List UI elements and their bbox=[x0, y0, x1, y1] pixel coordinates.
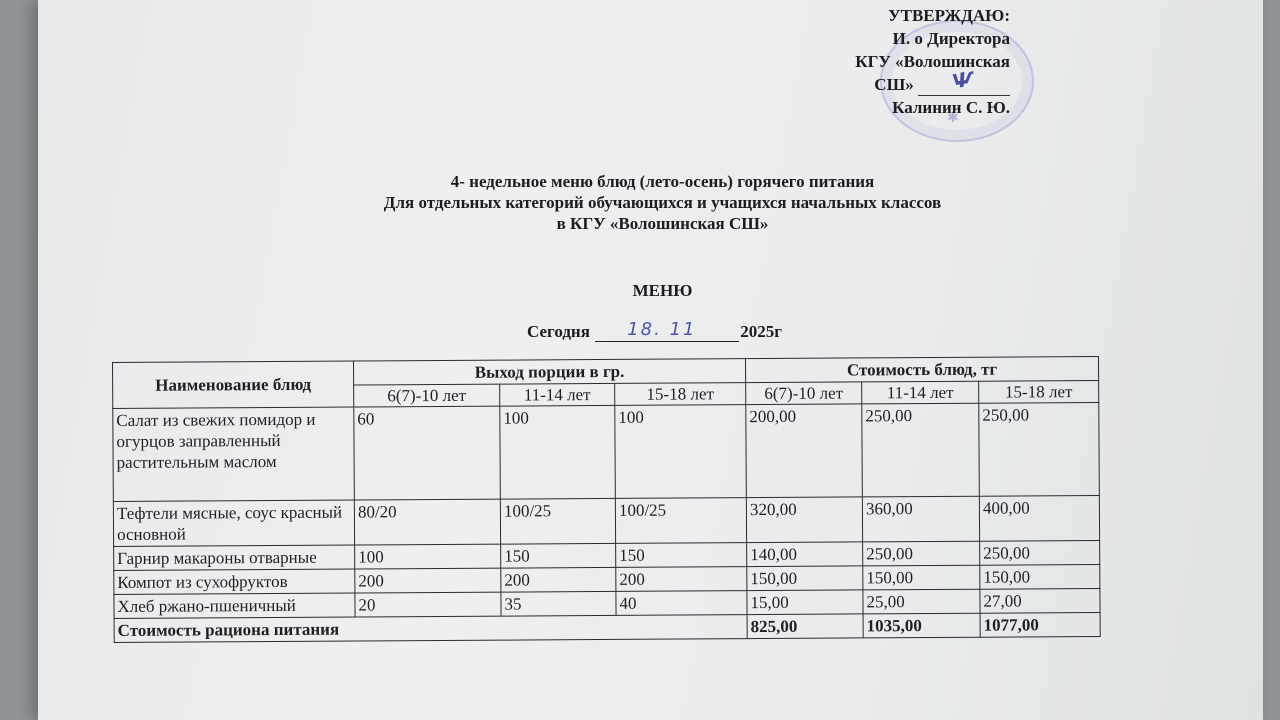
menu-title: МЕНЮ bbox=[632, 281, 693, 300]
table-row bbox=[113, 495, 1099, 546]
age-group-cell: 6(7)-10 лет bbox=[354, 384, 500, 407]
total-label-cell: Стоимость рациона питания bbox=[114, 615, 747, 643]
value-cell: 360,00 bbox=[862, 496, 979, 542]
menu-table bbox=[112, 356, 1101, 643]
dish-name-cell: Гарнир макароны отварные bbox=[114, 545, 355, 570]
table-row bbox=[113, 402, 1100, 501]
value-cell: 400,00 bbox=[979, 495, 1099, 541]
age-group-cell: 15-18 лет bbox=[615, 383, 746, 406]
year-suffix: 2025г bbox=[740, 322, 782, 341]
today-date-line bbox=[527, 319, 782, 342]
value-cell: 60 bbox=[354, 406, 501, 500]
value-cell: 15,00 bbox=[747, 590, 863, 615]
heading-line-3: в КГУ «Волошинская СШ» bbox=[556, 214, 769, 233]
dish-name-cell: Тефтели мясные, соус красный основной bbox=[113, 500, 354, 546]
handwritten-date: 18. 11 bbox=[627, 319, 697, 340]
value-cell: 100/25 bbox=[500, 498, 615, 544]
value-cell: 100 bbox=[355, 544, 501, 569]
value-cell: 200 bbox=[616, 567, 747, 592]
approval-block bbox=[800, 4, 1010, 119]
age-group-cell: 6(7)-10 лет bbox=[746, 382, 862, 405]
value-cell: 150 bbox=[616, 543, 747, 568]
age-group-cell: 11-14 лет bbox=[500, 383, 615, 406]
value-cell: 150,00 bbox=[863, 565, 980, 590]
header-cost: Стоимость блюд, тг bbox=[745, 356, 1098, 382]
dish-name-cell: Компот из сухофруктов bbox=[114, 569, 355, 594]
value-cell: 150 bbox=[501, 543, 616, 568]
handwritten-signature: Ѱ bbox=[950, 66, 975, 94]
dish-name-cell: Салат из свежих помидор и огурцов заправленный растительным маслом bbox=[113, 407, 355, 501]
today-label: Сегодня bbox=[527, 322, 590, 341]
total-value-cell: 825,00 bbox=[747, 614, 863, 639]
age-group-cell: 15-18 лет bbox=[979, 380, 1099, 403]
approval-title: УТВЕРЖДАЮ: bbox=[888, 6, 1010, 25]
approver-name: Калинин С. Ю. bbox=[892, 98, 1010, 117]
approval-position: И. о Директора bbox=[892, 29, 1010, 48]
value-cell: 25,00 bbox=[863, 589, 980, 614]
heading-line-1: 4- недельное меню блюд (лето-осень) горячего питания bbox=[450, 172, 875, 191]
heading-line-2: Для отдельных категорий обучающихся и учащихся начальных классов bbox=[383, 193, 942, 212]
date-fill-line bbox=[595, 319, 739, 342]
value-cell: 250,00 bbox=[980, 540, 1100, 565]
total-value-cell: 1035,00 bbox=[863, 613, 980, 638]
value-cell: 250,00 bbox=[862, 403, 980, 497]
value-cell: 100 bbox=[500, 405, 616, 499]
value-cell: 200 bbox=[355, 568, 501, 593]
value-cell: 200 bbox=[501, 567, 616, 592]
value-cell: 80/20 bbox=[354, 499, 500, 545]
value-cell: 100 bbox=[615, 405, 747, 499]
value-cell: 40 bbox=[616, 591, 747, 616]
value-cell: 27,00 bbox=[980, 588, 1100, 613]
header-portion: Выход порции в гр. bbox=[353, 359, 745, 385]
value-cell: 150,00 bbox=[980, 564, 1100, 589]
value-cell: 100/25 bbox=[615, 498, 746, 544]
value-cell: 35 bbox=[501, 591, 616, 616]
value-cell: 200,00 bbox=[746, 404, 863, 498]
dish-name-cell: Хлеб ржано-пшеничный bbox=[114, 593, 355, 618]
value-cell: 250,00 bbox=[979, 402, 1100, 496]
value-cell: 250,00 bbox=[863, 541, 980, 566]
document-heading bbox=[0, 171, 1280, 234]
value-cell: 140,00 bbox=[747, 542, 863, 567]
value-cell: 20 bbox=[355, 592, 501, 617]
approval-organization: КГУ «Волошинская bbox=[855, 52, 1010, 71]
age-group-cell: 11-14 лет bbox=[862, 381, 979, 404]
total-value-cell: 1077,00 bbox=[980, 612, 1100, 637]
header-dish: Наименование блюд bbox=[113, 361, 354, 408]
value-cell: 150,00 bbox=[747, 566, 863, 591]
value-cell: 320,00 bbox=[746, 497, 862, 543]
approval-organization-end: СШ» Ѱ bbox=[800, 73, 1010, 96]
